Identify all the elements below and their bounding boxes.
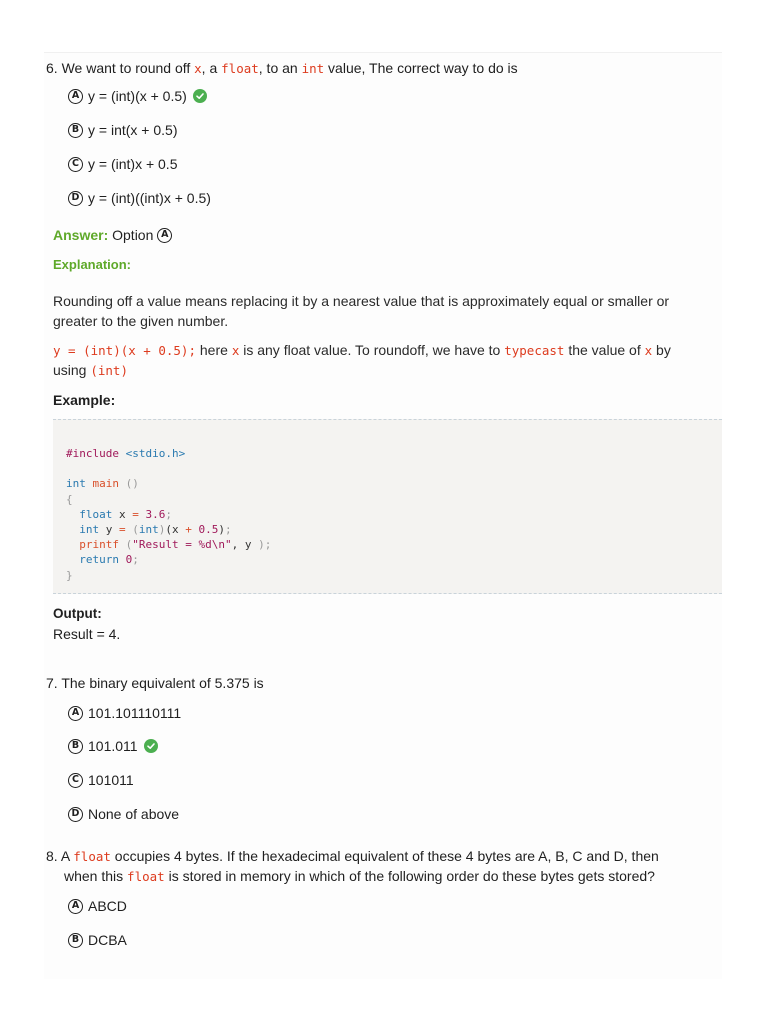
question-8-line-2: when this float is stored in memory in which of the following order do these bytes gets stored? <box>64 868 655 884</box>
q7-option-b[interactable] <box>68 736 158 756</box>
option-label: y = int(x + 0.5) <box>88 122 178 138</box>
explanation-paragraph <box>53 291 723 331</box>
answer-line <box>53 225 177 245</box>
q6-option-b[interactable] <box>68 120 177 140</box>
q7-option-a[interactable] <box>68 703 181 723</box>
code-listing: #include <stdio.h> int main () { float x = 3.6; int y = (int)(x + 0.5); printf ("Result = %d\n", y ); return 0; } <box>66 447 272 582</box>
explanation-code-line: y = (int)(x + 0.5); here x is any float value. To roundoff, we have to typecast the value of x by <box>53 342 671 358</box>
option-label: DCBA <box>88 932 127 948</box>
q7-option-d[interactable] <box>68 804 179 824</box>
output-value: Result = 4. <box>53 626 121 642</box>
option-b-badge: B <box>68 739 83 754</box>
option-c-badge: C <box>68 157 83 172</box>
option-a-badge: A <box>68 89 83 104</box>
option-label: None of above <box>88 806 180 822</box>
option-label: y = (int)((int)x + 0.5) <box>88 190 211 206</box>
option-a-badge: A <box>68 706 83 721</box>
explanation-using-line: using (int) <box>53 362 128 378</box>
option-label: 101.011 <box>88 738 138 754</box>
question-6-text: 6. We want to round off x, a float, to an int value, The correct way to do is <box>46 60 518 76</box>
option-c-badge: C <box>68 773 83 788</box>
code-block <box>53 419 722 594</box>
answer-badge: A <box>157 228 172 243</box>
option-b-badge: B <box>68 123 83 138</box>
explanation-line-2: greater to the given number. <box>53 313 229 329</box>
q8-option-a[interactable] <box>68 896 127 916</box>
option-d-badge: D <box>68 807 83 822</box>
option-label: y = (int)x + 0.5 <box>88 156 178 172</box>
option-label: ABCD <box>88 898 127 914</box>
check-circle-icon <box>144 739 158 753</box>
check-circle-icon <box>193 89 207 103</box>
option-label: 101011 <box>88 772 134 788</box>
option-d-badge: D <box>68 191 83 206</box>
question-7-text: 7. The binary equivalent of 5.375 is <box>46 675 264 691</box>
option-label: 101.101110111 <box>88 705 182 721</box>
q7-option-c[interactable] <box>68 770 134 790</box>
explanation-label: Explanation: <box>53 257 132 272</box>
option-a-badge: A <box>68 899 83 914</box>
explanation-line-1: Rounding off a value means replacing it by a nearest value that is approximately equal or smaller or <box>53 293 670 309</box>
q6-option-d[interactable] <box>68 188 211 208</box>
example-label: Example: <box>53 392 116 408</box>
answer-label: Answer: <box>53 227 109 243</box>
output-label: Output: <box>53 606 102 621</box>
question-8-line-1: 8. A float occupies 4 bytes. If the hexadecimal equivalent of these 4 bytes are A, B, C and D, then <box>46 848 659 864</box>
option-label: y = (int)(x + 0.5) <box>88 88 187 104</box>
answer-text: Option <box>112 227 154 243</box>
q8-option-b[interactable] <box>68 930 127 950</box>
q6-option-a[interactable] <box>68 86 207 106</box>
q6-option-c[interactable] <box>68 154 177 174</box>
option-b-badge: B <box>68 933 83 948</box>
